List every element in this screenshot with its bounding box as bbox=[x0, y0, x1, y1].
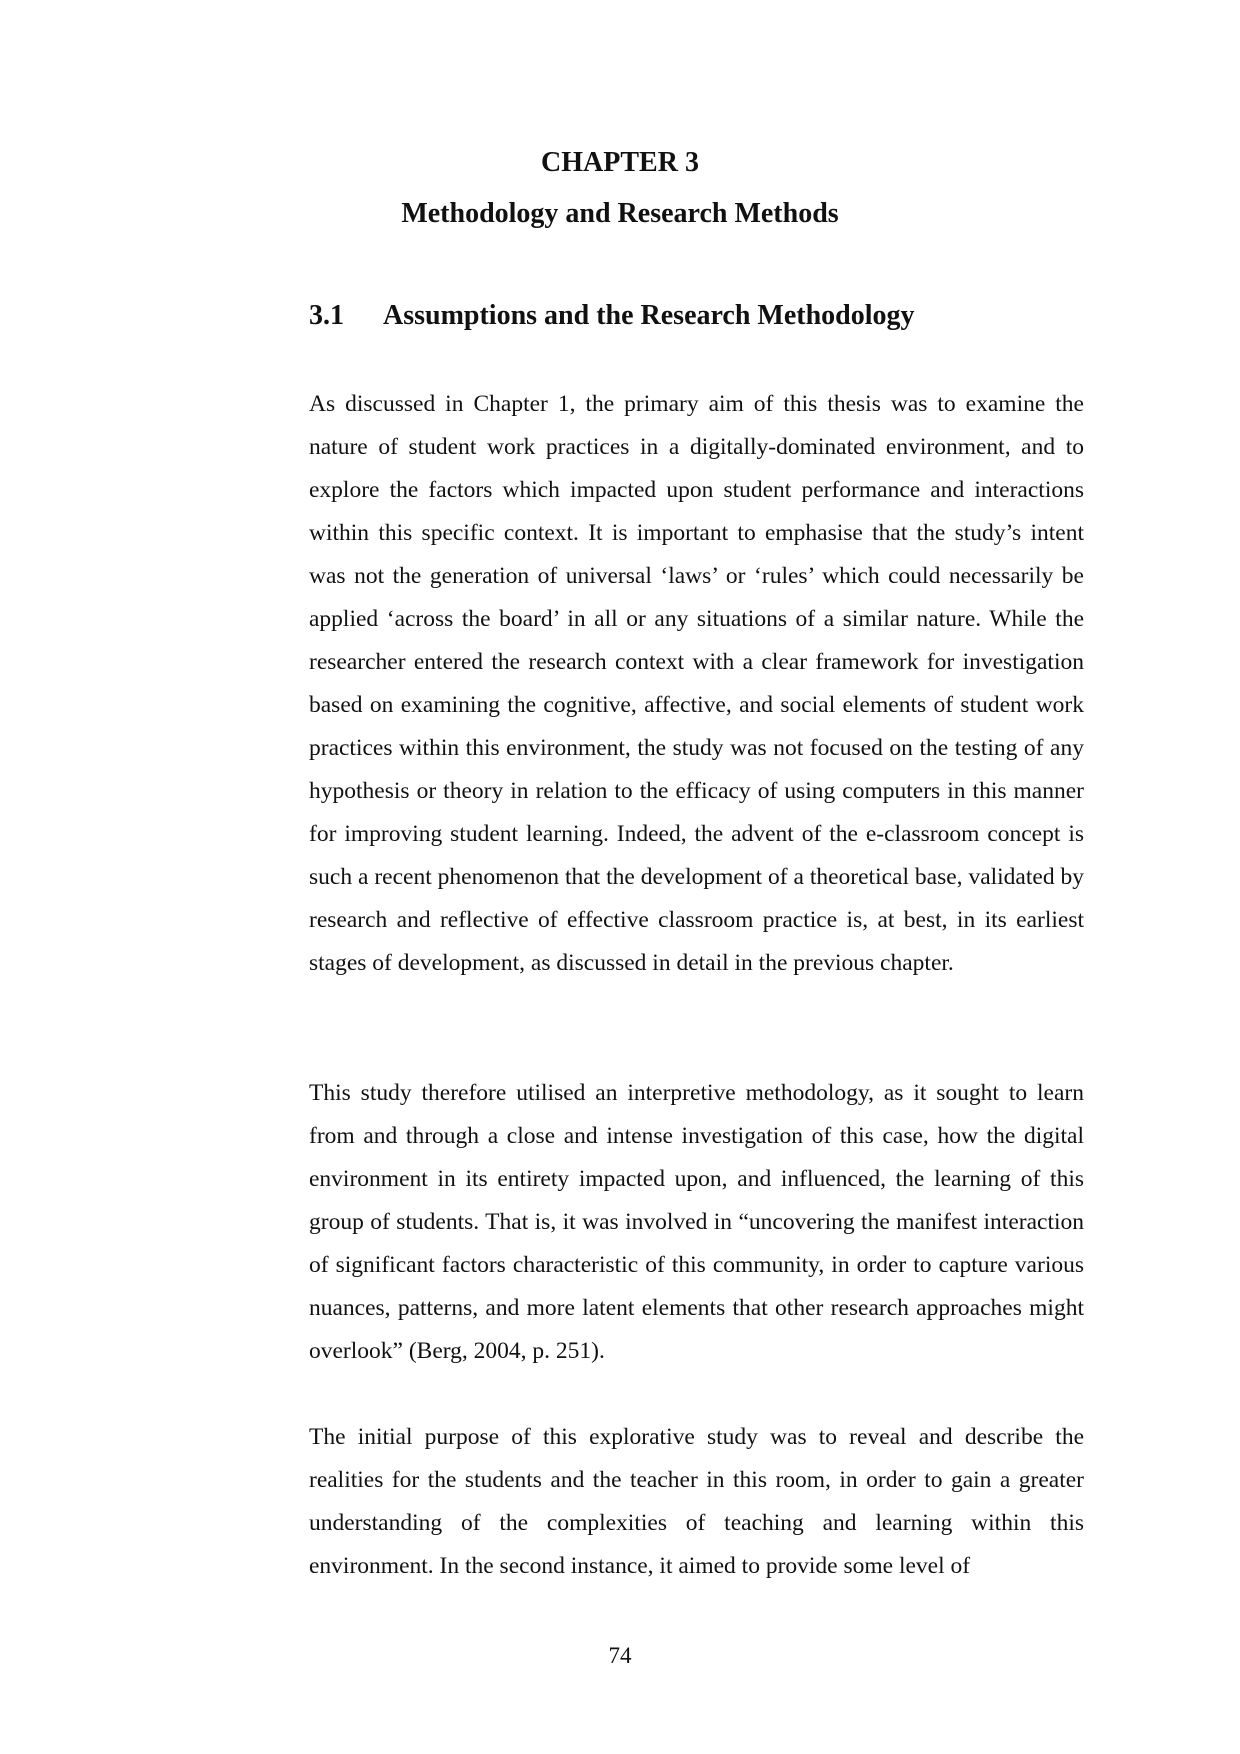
section-title: Assumptions and the Research Methodology bbox=[383, 300, 915, 331]
paragraph-1: As discussed in Chapter 1, the primary aim of this thesis was to examine the nature of student work practices in a digitally-dominated environment, and to explore the factors which impacted upon student performance and interactions within this specific context. It is important to emphasise that the study’s intent was not the generation of universal ‘laws’ or ‘rules’ which could necessarily be applied ‘across the board’ in all or any situations of a similar nature. While the researcher entered the research context with a clear framework for investigation based on examining the cognitive, affective, and social elements of student work practices within this environment, the study was not focused on the testing of any hypothesis or theory in relation to the efficacy of using computers in this manner for improving student learning. Indeed, the advent of the e-classroom concept is such a recent phenomenon that the development of a theoretical base, validated by research and reflective of effective classroom practice is, at best, in its earliest stages of development, as discussed in detail in the previous chapter. bbox=[309, 391, 1084, 976]
paragraph-3: The initial purpose of this explorative study was to reveal and describe the realities for the students and the teacher in this room, in order to gain a greater understanding of the complexities of teaching and learning within this environment. In the second instance, it aimed to provide some level of bbox=[309, 1424, 1084, 1579]
chapter-label: CHAPTER 3 bbox=[541, 147, 699, 178]
section-heading bbox=[309, 299, 915, 333]
chapter-title: Methodology and Research Methods bbox=[401, 198, 839, 229]
page-number: 74 bbox=[608, 1643, 632, 1668]
section-number: 3.1 bbox=[309, 300, 344, 331]
paragraph-2: This study therefore utilised an interpretive methodology, as it sought to learn from and through a close and intense investigation of this case, how the digital environment in its entirety impacted upon, and influenced, the learning of this group of students. That is, it was involved in “uncovering the manifest interaction of significant factors characteristic of this community, in order to capture various nuances, patterns, and more latent elements that other research approaches might overlook” (Berg, 2004, p. 251). bbox=[309, 1080, 1084, 1364]
